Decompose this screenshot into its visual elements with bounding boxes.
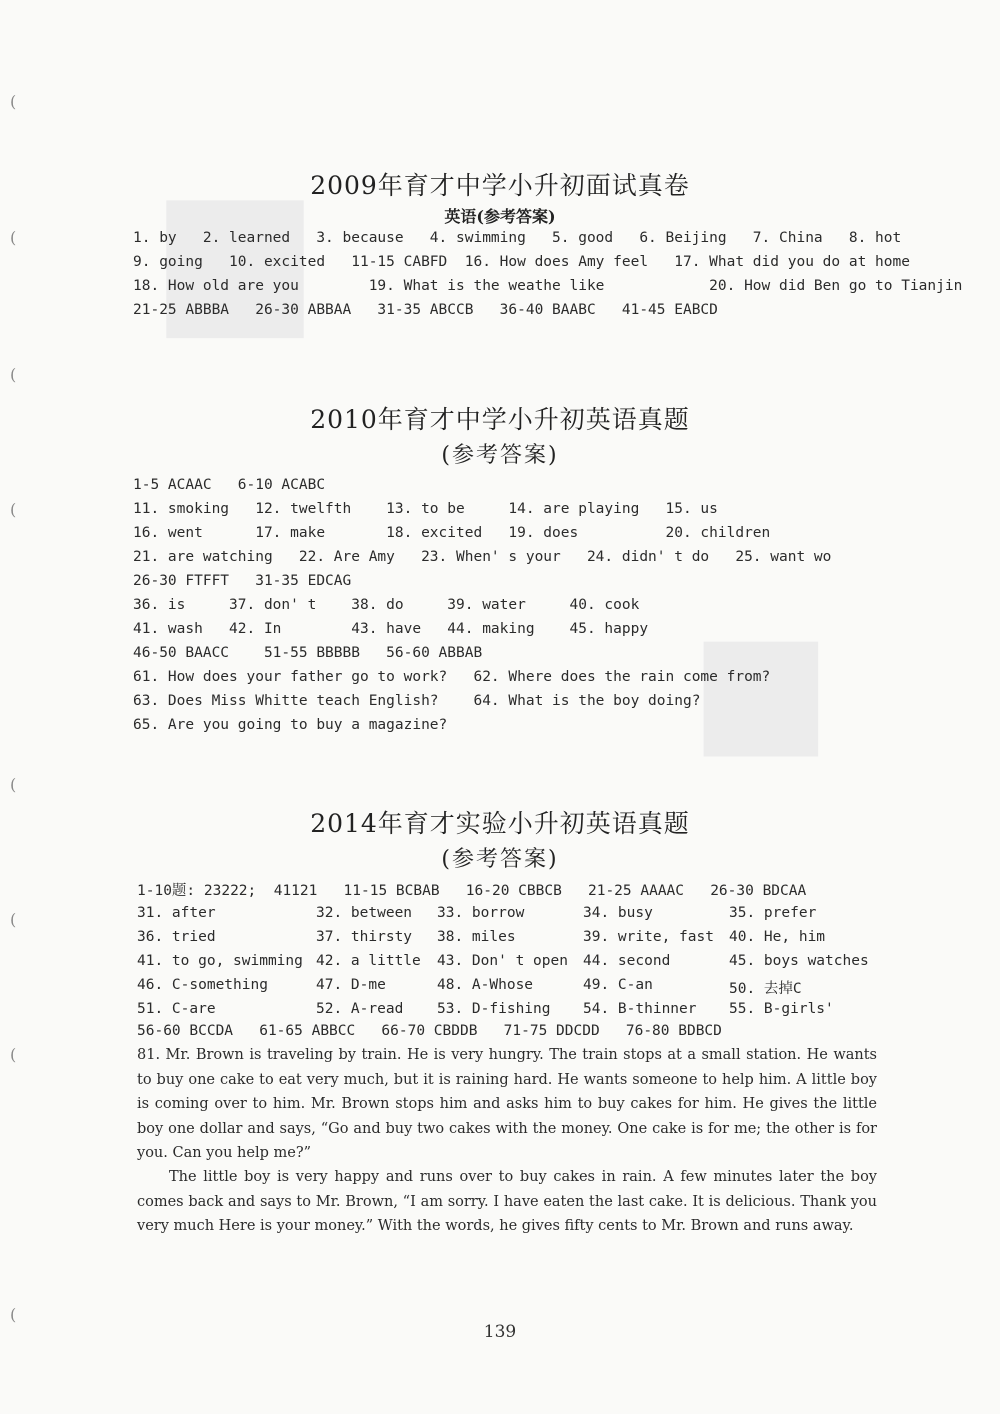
answer-line: 18. How old are you 19. What is the weathe like 20. How did Ben go to Tianjin <box>133 278 963 294</box>
answer-cell: 46. C-something <box>137 977 268 993</box>
passage-paragraph: The little boy is very happy and runs over to buy cakes in rain. A few minutes later the boy comes back and says to Mr. Brown, “I am sorry. I have eaten the last cake. It is delicious. Thank you very much Here is your money.” With the words, he gives fifty cents to Mr. Brown and runs away. <box>137 1169 877 1234</box>
answer-cell: 51. C-are <box>137 1001 216 1017</box>
answer-line: 1-10题: 23222; 41121 11-15 BCBAB 16-20 CBBCB 21-25 AAAAC 26-30 BDCAA <box>137 883 807 899</box>
answer-line: 61. How does your father go to work? 62. Where does the rain come from? <box>133 669 771 685</box>
section-2009-subtitle: 英语(参考答案) <box>444 207 556 226</box>
answer-cell: 44. second <box>583 953 671 969</box>
section-2009-title: 2009年育才中学小升初面试真卷 <box>310 171 690 200</box>
answer-cell: 53. D-fishing <box>437 1001 551 1017</box>
binding-mark: ( <box>10 775 17 794</box>
answer-cell: 49. C-an <box>583 977 653 993</box>
watermark-glyph: ■ <box>150 150 321 359</box>
answer-cell: 48. A-Whose <box>437 977 534 993</box>
answer-line: 21-25 ABBBA 26-30 ABBAA 31-35 ABCCB 36-40 BAABC 41-45 EABCD <box>133 302 718 318</box>
answer-cell: 50. 去掉C <box>729 981 802 997</box>
binding-mark: ( <box>10 1045 17 1064</box>
watermark-glyph: ■ <box>690 600 832 774</box>
answer-line: 16. went 17. make 18. excited 19. does 20. children <box>133 525 771 541</box>
answer-cell: 41. to go, swimming <box>137 953 303 969</box>
answer-cell: 36. tried <box>137 929 216 945</box>
binding-mark: ( <box>10 365 17 384</box>
binding-mark: ( <box>10 92 17 111</box>
answer-line: 1. by 2. learned 3. because 4. swimming 5. good 6. Beijing 7. China 8. hot <box>133 230 902 246</box>
answer-line: 46-50 BAACC 51-55 BBBBB 56-60 ABBAB <box>133 645 483 661</box>
passage-paragraph: 81. Mr. Brown is traveling by train. He is very hungry. The train stops at a small station. He wants to buy one cake to eat very much, but it is raining hard. He wants someone to help him. A little boy is coming over to him. Mr. Brown stops him and asks him to buy cakes for him. He gives the little boy one dollar and says, “Go and buy two cakes with the money. One cake is for me; the other is for you. Can you help me?” <box>137 1047 877 1161</box>
answer-cell: 54. B-thinner <box>583 1001 697 1017</box>
answer-cell: 37. thirsty <box>316 929 413 945</box>
answer-cell: 43. Don' t open <box>437 953 568 969</box>
answer-cell: 42. a little <box>316 953 421 969</box>
answer-line: 11. smoking 12. twelfth 13. to be 14. are playing 15. us <box>133 501 718 517</box>
answer-line: 21. are watching 22. Are Amy 23. When' s your 24. didn' t do 25. want wo <box>133 549 832 565</box>
section-2014-subtitle: (参考答案) <box>441 847 559 872</box>
answer-cell: 52. A-read <box>316 1001 404 1017</box>
answer-cell: 39. write, fast <box>583 929 714 945</box>
answer-line: 1-5 ACAAC 6-10 ACABC <box>133 477 326 493</box>
answer-cell: 32. between <box>316 905 413 921</box>
answer-cell: 47. D-me <box>316 977 386 993</box>
binding-mark: ( <box>10 1305 17 1324</box>
answer-line: 41. wash 42. In 43. have 44. making 45. happy <box>133 621 649 637</box>
answer-cell: 31. after <box>137 905 216 921</box>
answer-line: 36. is 37. don' t 38. do 39. water 40. cook <box>133 597 640 613</box>
section-2010-title: 2010年育才中学小升初英语真题 <box>310 405 690 434</box>
answer-cell: 55. B-girls' <box>729 1001 834 1017</box>
answer-cell: 45. boys watches <box>729 953 869 969</box>
answer-cell: 38. miles <box>437 929 516 945</box>
answer-cell: 33. borrow <box>437 905 525 921</box>
answer-line: 63. Does Miss Whitte teach English? 64. What is the boy doing? <box>133 693 701 709</box>
answer-line: 65. Are you going to buy a magazine? <box>133 717 448 733</box>
section-2014-title: 2014年育才实验小升初英语真题 <box>310 809 690 838</box>
section-2010-subtitle: (参考答案) <box>441 443 559 468</box>
binding-mark: ( <box>10 910 17 929</box>
answer-line: 26-30 FTFFT 31-35 EDCAG <box>133 573 352 589</box>
binding-mark: ( <box>10 228 17 247</box>
binding-mark: ( <box>10 500 17 519</box>
answer-cell: 40. He, him <box>729 929 826 945</box>
page-number: 139 <box>483 1322 517 1342</box>
answer-cell: 35. prefer <box>729 905 817 921</box>
answer-line: 9. going 10. excited 11-15 CABFD 16. How does Amy feel 17. What did you do at home <box>133 254 910 270</box>
answer-line: 56-60 BCCDA 61-65 ABBCC 66-70 CBDDB 71-75 DDCDD 76-80 BDBCD <box>137 1023 722 1039</box>
answer-cell: 34. busy <box>583 905 653 921</box>
